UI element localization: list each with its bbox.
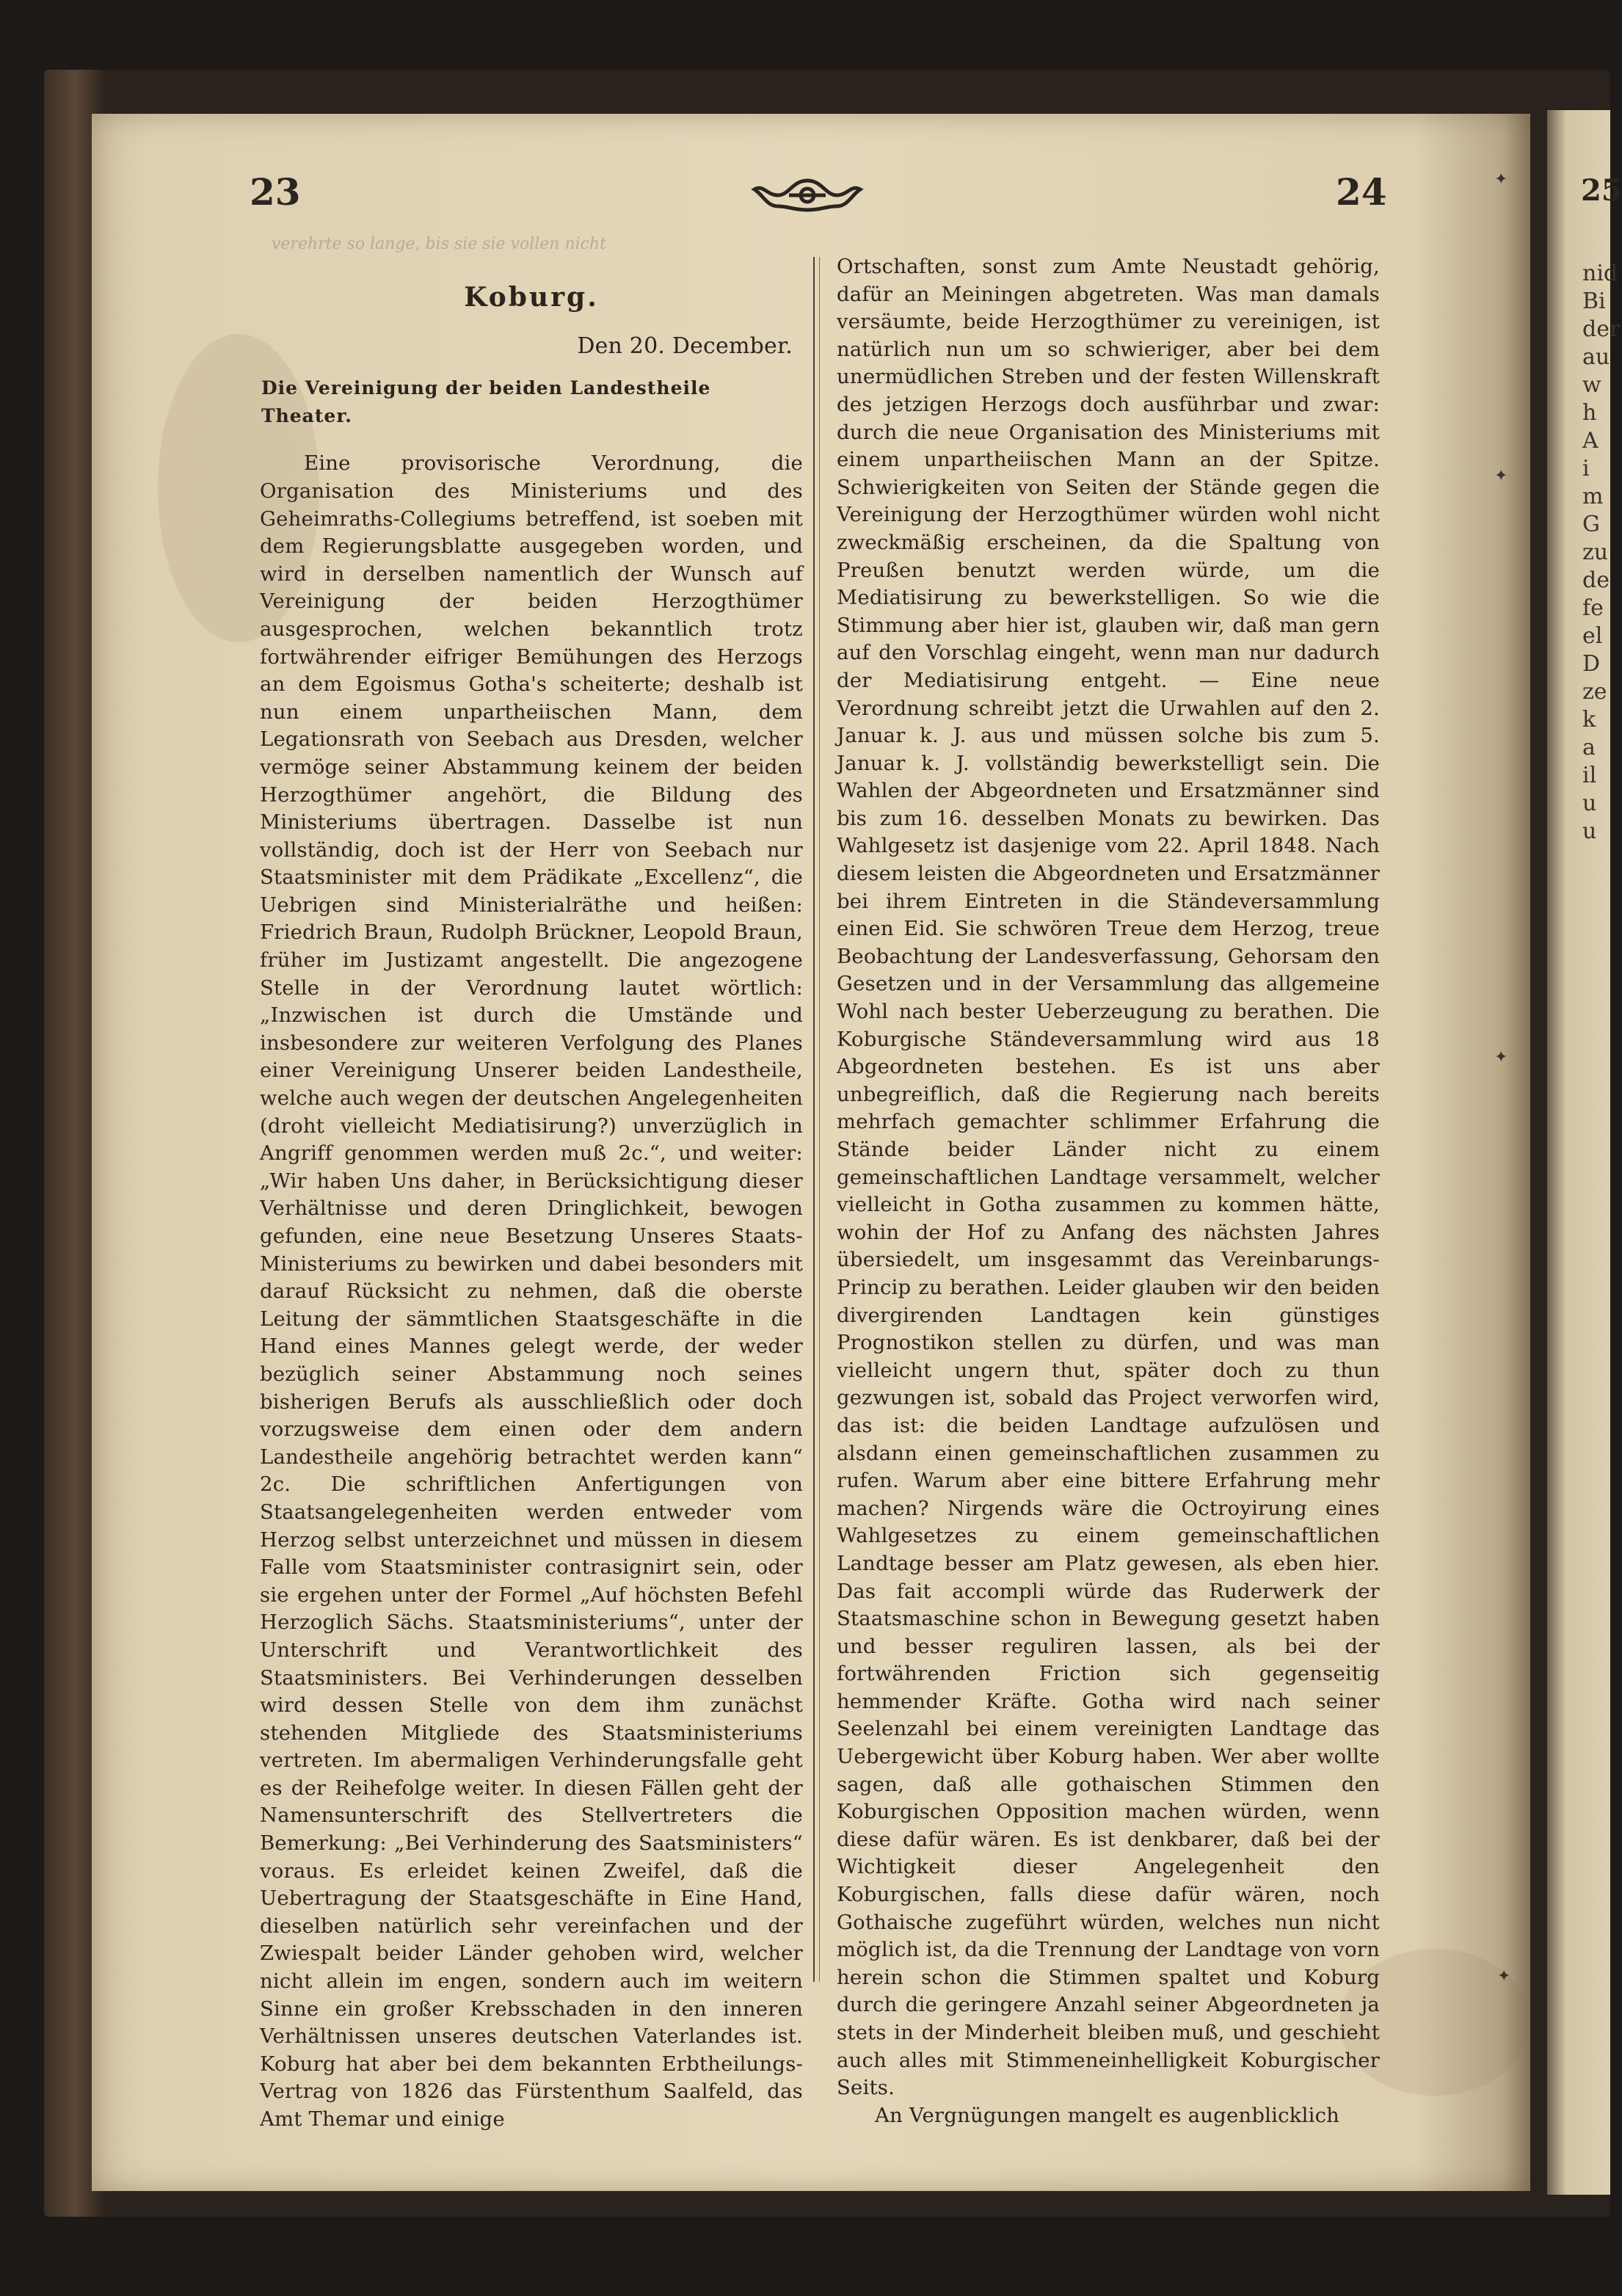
page-number-left: 23 [250,170,301,214]
next-page-fragment: A [1582,428,1599,454]
article-body-left: Eine provisorische Verordnung, die Organisation des Ministeriums und des Geheimraths-Collegiums betreffend, ist soeben mit dem Regierungsblatte ausgegeben worden, und wird in derselben namentlich der Wunsch auf Vereinigung der beiden Herzogthümer ausgesprochen, welchen bekanntlich trotz fortwährender eifriger Bemühungen des Herzogs an dem Egoismus Gotha's scheiterte; deshalb ist nun einem unpartheiischen Mann, dem Legationsrath von Seebach aus Dresden, welcher vermöge seiner Abstammung keinem der beiden Herzogthümer angehört, die Bildung des Ministeriums übertragen. Dasselbe ist nun vollständig, doch ist der Herr von Seebach nur Staatsminister mit dem Prädikate „Excellenz“, die Uebrigen sind Ministerialräthe und heißen: Friedrich Braun, Rudolph Brückner, Leopold Braun, früher im Justizamt angestellt. Die angezogene Stelle in der Verordnung lautet wörtlich: „Inzwischen ist durch die Umstände und insbesondere zur weiteren Verfolgung des Planes einer Vereinigung Unserer beiden Landestheile, welche auch wegen der deutschen Angelegenheiten (droht vielleicht Mediatisirung?) unverzüglich in Angriff genommen werden muß 2c.“, und weiter: „Wir haben Uns daher, in Berücksichtigung dieser Verhältnisse und deren Dringlichkeit, bewogen gefunden, eine neue Besetzung Unseres Staats-Ministeriums zu bewirken und dabei besonders mit darauf Rücksicht zu nehmen, daß die oberste Leitung der sämmtlichen Staatsgeschäfte in die Hand eines Mannes gelegt werde, der weder bezüglich seiner Abstammung noch seines bisherigen Berufs als ausschließlich oder doch vorzugsweise dem einen oder dem andern Landestheile angehörig betrachtet werden kann“ 2c. Die schriftlichen Anfertigungen von Staatsangelegenheiten werden entweder vom Herzog selbst unterzeichnet und müssen in diesem Falle vom Staatsminister contrasignirt sein, oder sie ergehen unter der Formel „Auf höchsten Befehl Herzoglich Sächs. Staatsministeriums“, unter der Unterschrift und Verantwortlichkeit des Staatsministers. Bei Verhinderungen desselben wird dessen Stelle von dem ihm zunächst stehenden Mitgliede des Staatsministeriums vertreten. Im abermaligen Verhinderungsfalle geht es der Reihefolge weiter. In diesen Fällen geht der Namensunterschrift des Stellvertreters die Bemerkung: „Bei Verhinderung des Saatsministers“ voraus. Es erleidet keinen Zweifel, daß die Uebertragung der Staatsgeschäfte in Eine Hand, dieselben natürlich sehr vereinfachen und der Zwiespalt beider Länder gehoben wird, welcher nicht allein im engen, sondern auch im weitern Sinne ein großer Krebsschaden in den inneren Verhältnissen unseres deutschen Vaterlandes ist. Koburg hat aber bei dem bekannten Erbtheilungs-Vertrag von 1826 das Fürstenthum Saalfeld, das Amt Themar und einige [260,451,803,2131]
column-divider [813,257,815,1982]
next-page-fragment: D [1582,651,1601,677]
next-page-fragment: h [1582,400,1597,426]
next-page-fragment: a [1582,735,1596,760]
next-page-fragment: w [1582,372,1601,398]
page-number-right: 24 [1336,170,1387,214]
next-page-fragment: zu [1582,540,1609,565]
next-page-fragment: fe [1582,595,1604,621]
next-page-fragment: el [1582,623,1603,649]
next-page-fragment: u [1582,791,1597,816]
margin-mark: ✦ [1494,1048,1508,1067]
margin-mark: ✦ [1494,170,1508,189]
next-page-fragment: il [1582,763,1597,788]
next-page-fragment: i [1582,456,1590,482]
next-page-fragment: m [1582,484,1604,509]
next-page-fragment: der [1582,316,1621,342]
next-page-fragment: ze [1582,679,1607,705]
next-page-fragment: u [1582,818,1597,844]
show-through-text: verehrte so lange, bis sie sie vollen nicht [272,235,607,253]
next-page-fragment: de [1582,567,1610,593]
dateline: Den 20. December. [577,333,793,359]
next-page-fragment: au [1582,344,1610,370]
next-page-fragment: nid [1582,261,1618,286]
left-column [260,253,803,2134]
article-body-right: Ortschaften, sonst zum Amte Neustadt gehörig, dafür an Meiningen abgetreten. Was man damals versäumte, beide Herzogthümer zu vereinigen, ist natürlich nun um so schwieriger, aber bei dem unermüdlichen Streben und der festen Willenskraft des jetzigen Herzogs doch ausführbar und zwar: durch die neue Organisation des Ministeriums mit einem unpartheiischen Mann an der Spitze. Schwierigkeiten von Seiten der Stände gegen die Vereinigung der Herzogthümer würden wohl nicht zweckmäßig erscheinen, da die Spaltung von Preußen benutzt werden würde, um die Mediatisirung zu bewerkstelligen. So wie die Stimmung aber hier ist, glauben wir, daß man gern auf den Vorschlag eingeht, wenn man nur dadurch der Mediatisirung entgeht. — Eine neue Verordnung schreibt jetzt die Urwahlen auf den 2. Januar k. J. aus und müssen solche bis zum 5. Januar k. J. vollständig bewerkstelligt sein. Die Wahlen der Abgeordneten und Ersatzmänner sind bis zum 16. desselben Monats zu bewirken. Das Wahlgesetz ist dasjenige vom 22. April 1848. Nach diesem leisten die Abgeordneten und Ersatzmänner bei ihrem Eintreten in die Ständeversammlung einen Eid. Sie schwören Treue dem Herzog, treue Beobachtung der Landesverfassung, Gehorsam den Gesetzen und in der Versammlung das allgemeine Wohl nach bester Ueberzeugung zu berathen. Die Koburgische Ständeversammlung wird aus 18 Abgeordneten bestehen. Es ist uns aber unbegreiflich, daß die Regierung nach bereits mehrfach gemachter schlimmer Erfahrung die Stände beider Länder nicht zu einem gemeinschaftlichen Landtage versammelt, welcher vielleicht in Gotha zusammen zu kommen hätte, wohin der Hof zu Anfang des nächsten Jahres übersiedelt, um insgesammt das Vereinbarungs-Princip zu berathen. Leider glauben wir den beiden divergirenden Landtagen kein günstiges Prognostikon stellen zu dürfen, und was man vielleicht ungern thut, später doch zu thun gezwungen ist, sobald das Project verworfen wird, das ist: die beiden Landtage aufzulösen und alsdann einen gemeinschaftlichen zusammen zu rufen. Warum aber eine bittere Erfahrung mehr machen? Nirgends wäre die Octroyirung eines Wahlgesetzes zu einem gemeinschaftlichen Landtage besser am Platz gewesen, als eben hier. Das fait accompli würde das Ruderwerk der Staatsmaschine schon in Bewegung gesetzt haben und besser reguliren lassen, als bei der fortwährenden Friction sich gegenseitig hemmender Kräfte. Gotha wird nach seiner Seelenzahl bei einem vereinigten Landtage das Uebergewicht über Koburg haben. Wer aber wollte sagen, daß alle gothaischen Stimmen den Koburgischen Opposition machen würden, wenn diese dafür wären. Es ist denkbarer, daß bei der Wichtigkeit dieser Angelegenheit den Koburgischen, falls diese dafür wären, noch Gothaische zugeführt würden, welches nun nicht möglich ist, da die Trennung der Landtage von vorn herein schon die Stimmen spaltet und Koburg durch die geringere Anzahl seiner Abgeordneten ja stets in der Minderheit bleiben muß, und geschieht auch alles mit Stimmeneinhelligkeit Koburgischer Seits. [837,255,1380,2100]
next-page-fragment: G [1582,512,1600,537]
article-subheading: Die Vereinigung der beiden Landestheile Theater. [261,377,711,426]
margin-mark: ✦ [1497,1967,1511,1986]
next-page-fragment: k [1582,707,1596,733]
article-closing-line: An Vergnügungen mangelt es augenblicklich [875,2103,1340,2127]
article-title: Koburg. [464,282,599,313]
header-ornament-icon [749,173,866,217]
next-page-fragment: Bi [1582,288,1606,314]
column-divider [819,257,820,1982]
right-column [837,253,1380,2129]
next-page-number: 25 [1581,173,1622,208]
margin-mark: ✦ [1494,467,1508,485]
next-page-edge [1547,110,1622,2195]
